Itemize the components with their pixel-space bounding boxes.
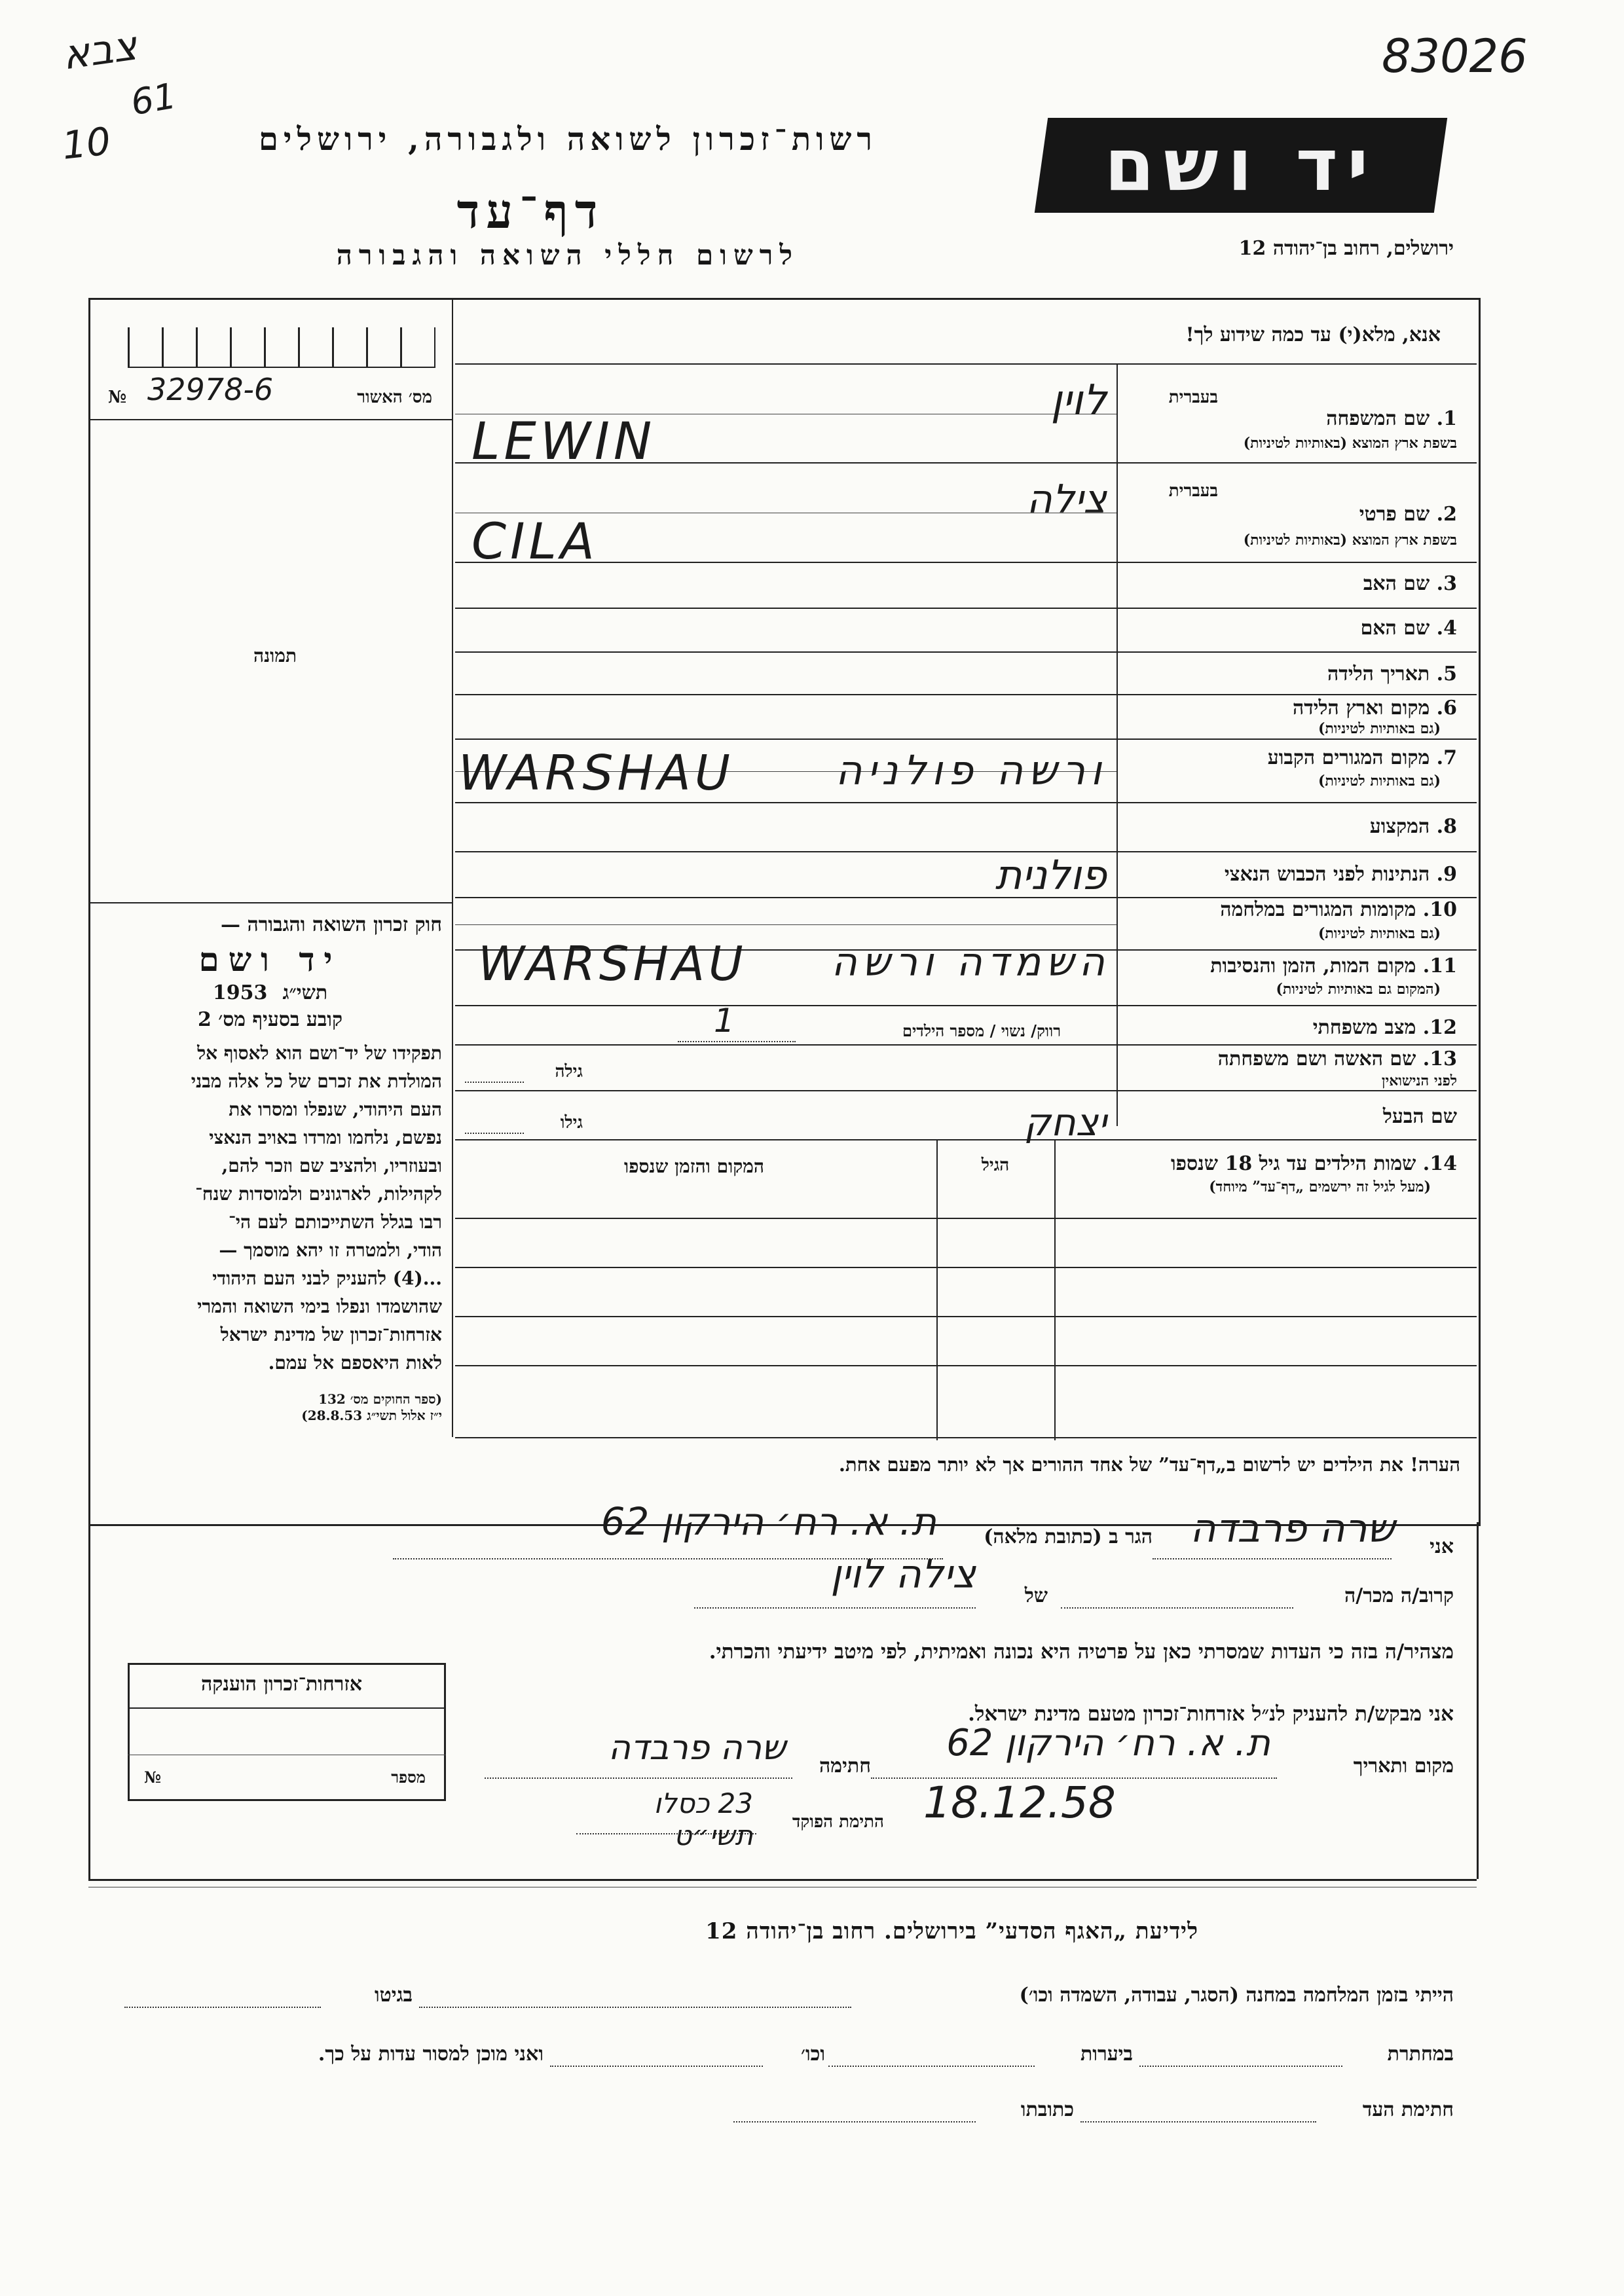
heb-label-1: בעברית	[1168, 388, 1218, 407]
footer-testimony-label: ואני מוכן למסור עדות על כך.	[318, 2043, 544, 2066]
law-line: תפקידו של יד־ושם הוא לאסוף אל	[197, 1042, 442, 1064]
field-13-label: 13. שם האשה ושם משפחתה	[1217, 1048, 1457, 1070]
signature-label: חתימה	[819, 1755, 871, 1777]
field-13-sub: לפני הנישואין	[1381, 1072, 1457, 1089]
approval-number-sign: №	[108, 388, 127, 407]
officer-signature-label: התימת הפוקד	[792, 1812, 884, 1832]
surname-hebrew: לוין	[1050, 376, 1107, 425]
field-11-note: (המקום גם באותיות לטיניות)	[1276, 981, 1441, 998]
law-box	[98, 913, 442, 1424]
field-5-label: 5. תאריך הלידה	[1327, 663, 1457, 685]
field-14-label: 14. שמות הילדים עד גיל 18 שנספו	[1170, 1152, 1457, 1175]
husband-age-label: גילו	[560, 1113, 583, 1133]
marital-status-options: רווק/ נשוי / מספר הילדים	[902, 1021, 1061, 1040]
of-label: של	[1024, 1584, 1048, 1607]
law-name: יד ושם	[198, 940, 342, 979]
field-7-label: 7. מקום המגורים הקבוע	[1267, 746, 1457, 769]
death-place-latin: WARSHAU	[478, 936, 747, 991]
nationality-value: פולנית	[995, 851, 1107, 899]
law-line: לקהילות, לארגונים ולמוסדות שנח־	[195, 1183, 442, 1205]
law-year: 1953	[212, 981, 268, 1004]
form-note: הערה! את הילדים יש לרשום ב„דף־עד” של אחד ההורים אך לא יותר מפעם אחת.	[838, 1453, 1460, 1476]
approval-number: 32978-6	[147, 372, 274, 407]
form-subtitle: לרשום חללי השואה והגבורה	[336, 239, 799, 271]
footer-underground-label: במחתרת	[1387, 2043, 1454, 2066]
law-line: העם היהודי, שנפלו ומסרו את	[229, 1099, 442, 1120]
citizenship-box-title: אזרחות־זכרון הוענקה	[200, 1673, 363, 1696]
heb-label-2: בעברית	[1168, 481, 1218, 501]
children-count: 1	[714, 1002, 735, 1040]
relation-label: קרוב/ה מכר/ה	[1344, 1584, 1454, 1607]
field-10-label: 10. מקומות המגורים במלחמה	[1220, 898, 1457, 921]
law-clause: קובע בסעיף מס׳ 2	[197, 1008, 343, 1031]
approval-ticks	[128, 327, 435, 368]
header-address: ירושלים, רחוב בן־יהודה 12	[1238, 237, 1454, 260]
surname-latin: LEWIN	[471, 412, 656, 471]
law-line: לאות היאספם אל עמם.	[268, 1352, 442, 1374]
law-line: אזרחות־זכרון של מדינת ישראל	[220, 1324, 442, 1345]
field-1-label: 1. שם המשפחה	[1326, 407, 1457, 430]
field-6-note: (גם באותיות לטיניות)	[1318, 720, 1441, 737]
law-line: נפשם, נלחמו ומרדו באויב הנאצי	[209, 1127, 442, 1148]
citizenship-number-sign: №	[144, 1768, 162, 1787]
husband-name: יצחק	[1024, 1100, 1107, 1144]
law-line: ...(4) להעניק לבני העם היהודי	[212, 1267, 442, 1289]
children-place-column: המקום והזמן שנספו	[624, 1156, 764, 1177]
footer-camp-label: הייתי בזמן המלחמה במחנה (הסגר, עבודה, השמדה וכו׳)	[1019, 1984, 1454, 2007]
date-value: 18.12.58	[923, 1777, 1116, 1828]
logo-text: יד ושם	[1104, 123, 1378, 207]
field-4-label: 4. שם האם	[1360, 617, 1457, 640]
declarant-address: ת. א. רח׳ הירקון 62	[600, 1499, 936, 1544]
wife-age-label: גילה	[555, 1062, 583, 1082]
field-1-note: בשפת ארץ המוצא (באותיות לטיניות)	[1243, 435, 1457, 452]
margin-note-3: 10	[60, 118, 113, 168]
officer-signature: 23 כסלו תשי״ט	[654, 1787, 753, 1851]
margin-note-2: 61	[128, 75, 179, 124]
place-date-label: מקום ותאריך	[1353, 1755, 1454, 1777]
authority-title: רשות־זכרון לשואה ולגבורה, ירושלים	[258, 121, 877, 158]
firstname-hebrew: צילה	[1026, 477, 1107, 522]
footer-notice: לידיעת „האגף הסדעי” בירושלים. רחוב בן־יהודה 12	[705, 1918, 1198, 1944]
footer-forests-label: ביערות	[1080, 2043, 1133, 2066]
resides-label: הגר ב (כתובת מלאה)	[984, 1525, 1153, 1548]
law-line: ובעוזריו, ולהציב שם וזכר להם,	[221, 1155, 442, 1176]
approval-label: מס׳ האשור	[357, 388, 432, 407]
law-ref-1: (ספר החוקים מס׳ 132	[318, 1391, 442, 1407]
field-3-label: 3. שם האב	[1363, 572, 1457, 595]
field-2-label: 2. שם פרטי	[1359, 503, 1457, 526]
field-6-label: 6. מקום וארץ הלידה	[1292, 697, 1457, 720]
law-year-heb: תשי״ג	[282, 981, 328, 1004]
photo-label: תמונה	[253, 645, 297, 666]
law-text	[98, 1039, 442, 1377]
residence-latin: WARSHAU	[458, 745, 734, 801]
law-line: שהושמדו ונפלו בימי השואה והמרי	[197, 1296, 442, 1317]
field-11-label: 11. מקום המות, הזמן והנסיבות	[1210, 955, 1457, 977]
husband-label: שם הבעל	[1382, 1105, 1457, 1128]
footer-witness-signature-label: חתימת העד	[1362, 2098, 1454, 2121]
declarant-name: שרה פרבדה	[1190, 1506, 1395, 1552]
residence-hebrew: ורשה פולניה	[835, 746, 1107, 794]
citizenship-request: אני מבקש/ת להעניק לנ״ל אזרחות־זכרון מטעם מדינת ישראל.	[968, 1702, 1454, 1726]
declarant-signature: שרה פרבדה	[608, 1728, 786, 1768]
death-place-hebrew: השמדה ורשה	[831, 939, 1110, 985]
footer-address-label: כתובתו	[1020, 2098, 1074, 2121]
form-intro: אנא, מלא(י) עד כמה שידוע לך!	[1185, 323, 1441, 346]
law-line: רבו בגלל השתייכותם לעם הי־	[228, 1211, 442, 1233]
law-line: המולדת את זכרם של כל אלה מבני	[191, 1070, 442, 1092]
law-line: הודי, ולמטרה זו יהא מוסמך —	[219, 1239, 442, 1261]
document-number: 83026	[1382, 29, 1528, 83]
field-14-note: (מעל לגיל זה ירשמים „דף־עד” מיוחד)	[1209, 1178, 1431, 1195]
children-age-column: הגיל	[981, 1156, 1010, 1175]
footer-ghetto-label: בגיטו	[374, 1984, 413, 2007]
field-7-note: (גם באותיות לטיניות)	[1318, 773, 1441, 790]
footer-etc-label: וכו׳	[801, 2043, 825, 2066]
victim-name: צילה לוין	[830, 1552, 976, 1597]
i-label: אני	[1430, 1535, 1454, 1558]
place-value: ת. א. רח׳ הירקון 62	[946, 1722, 1270, 1764]
field-12-label: 12. מצב משפחתי	[1312, 1016, 1457, 1039]
margin-note-1: צבא	[59, 21, 140, 79]
field-8-label: 8. המקצוע	[1369, 815, 1457, 838]
form-title: דף־עד	[456, 183, 604, 239]
firstname-latin: CILA	[471, 512, 599, 570]
field-9-label: 9. הנתינות לפני הכבוש הנאצי	[1224, 863, 1457, 886]
field-10-note: (גם באותיות לטיניות)	[1318, 925, 1441, 942]
law-ref-2: י״ז אלול תשי״ג 28.8.53)	[301, 1408, 442, 1423]
field-2-note: בשפת ארץ המוצא (באותיות לטיניות)	[1243, 532, 1457, 549]
declaration-statement: מצהיר/ה בזה כי העדות שמסרתי כאן על פרטיה היא נכונה ואמיתית, לפי מיטב ידיעתי והכרתי.	[709, 1640, 1454, 1664]
law-title: חוק זכרון השואה והגבורה —	[221, 913, 442, 936]
citizenship-number-label: מספר	[391, 1768, 426, 1787]
